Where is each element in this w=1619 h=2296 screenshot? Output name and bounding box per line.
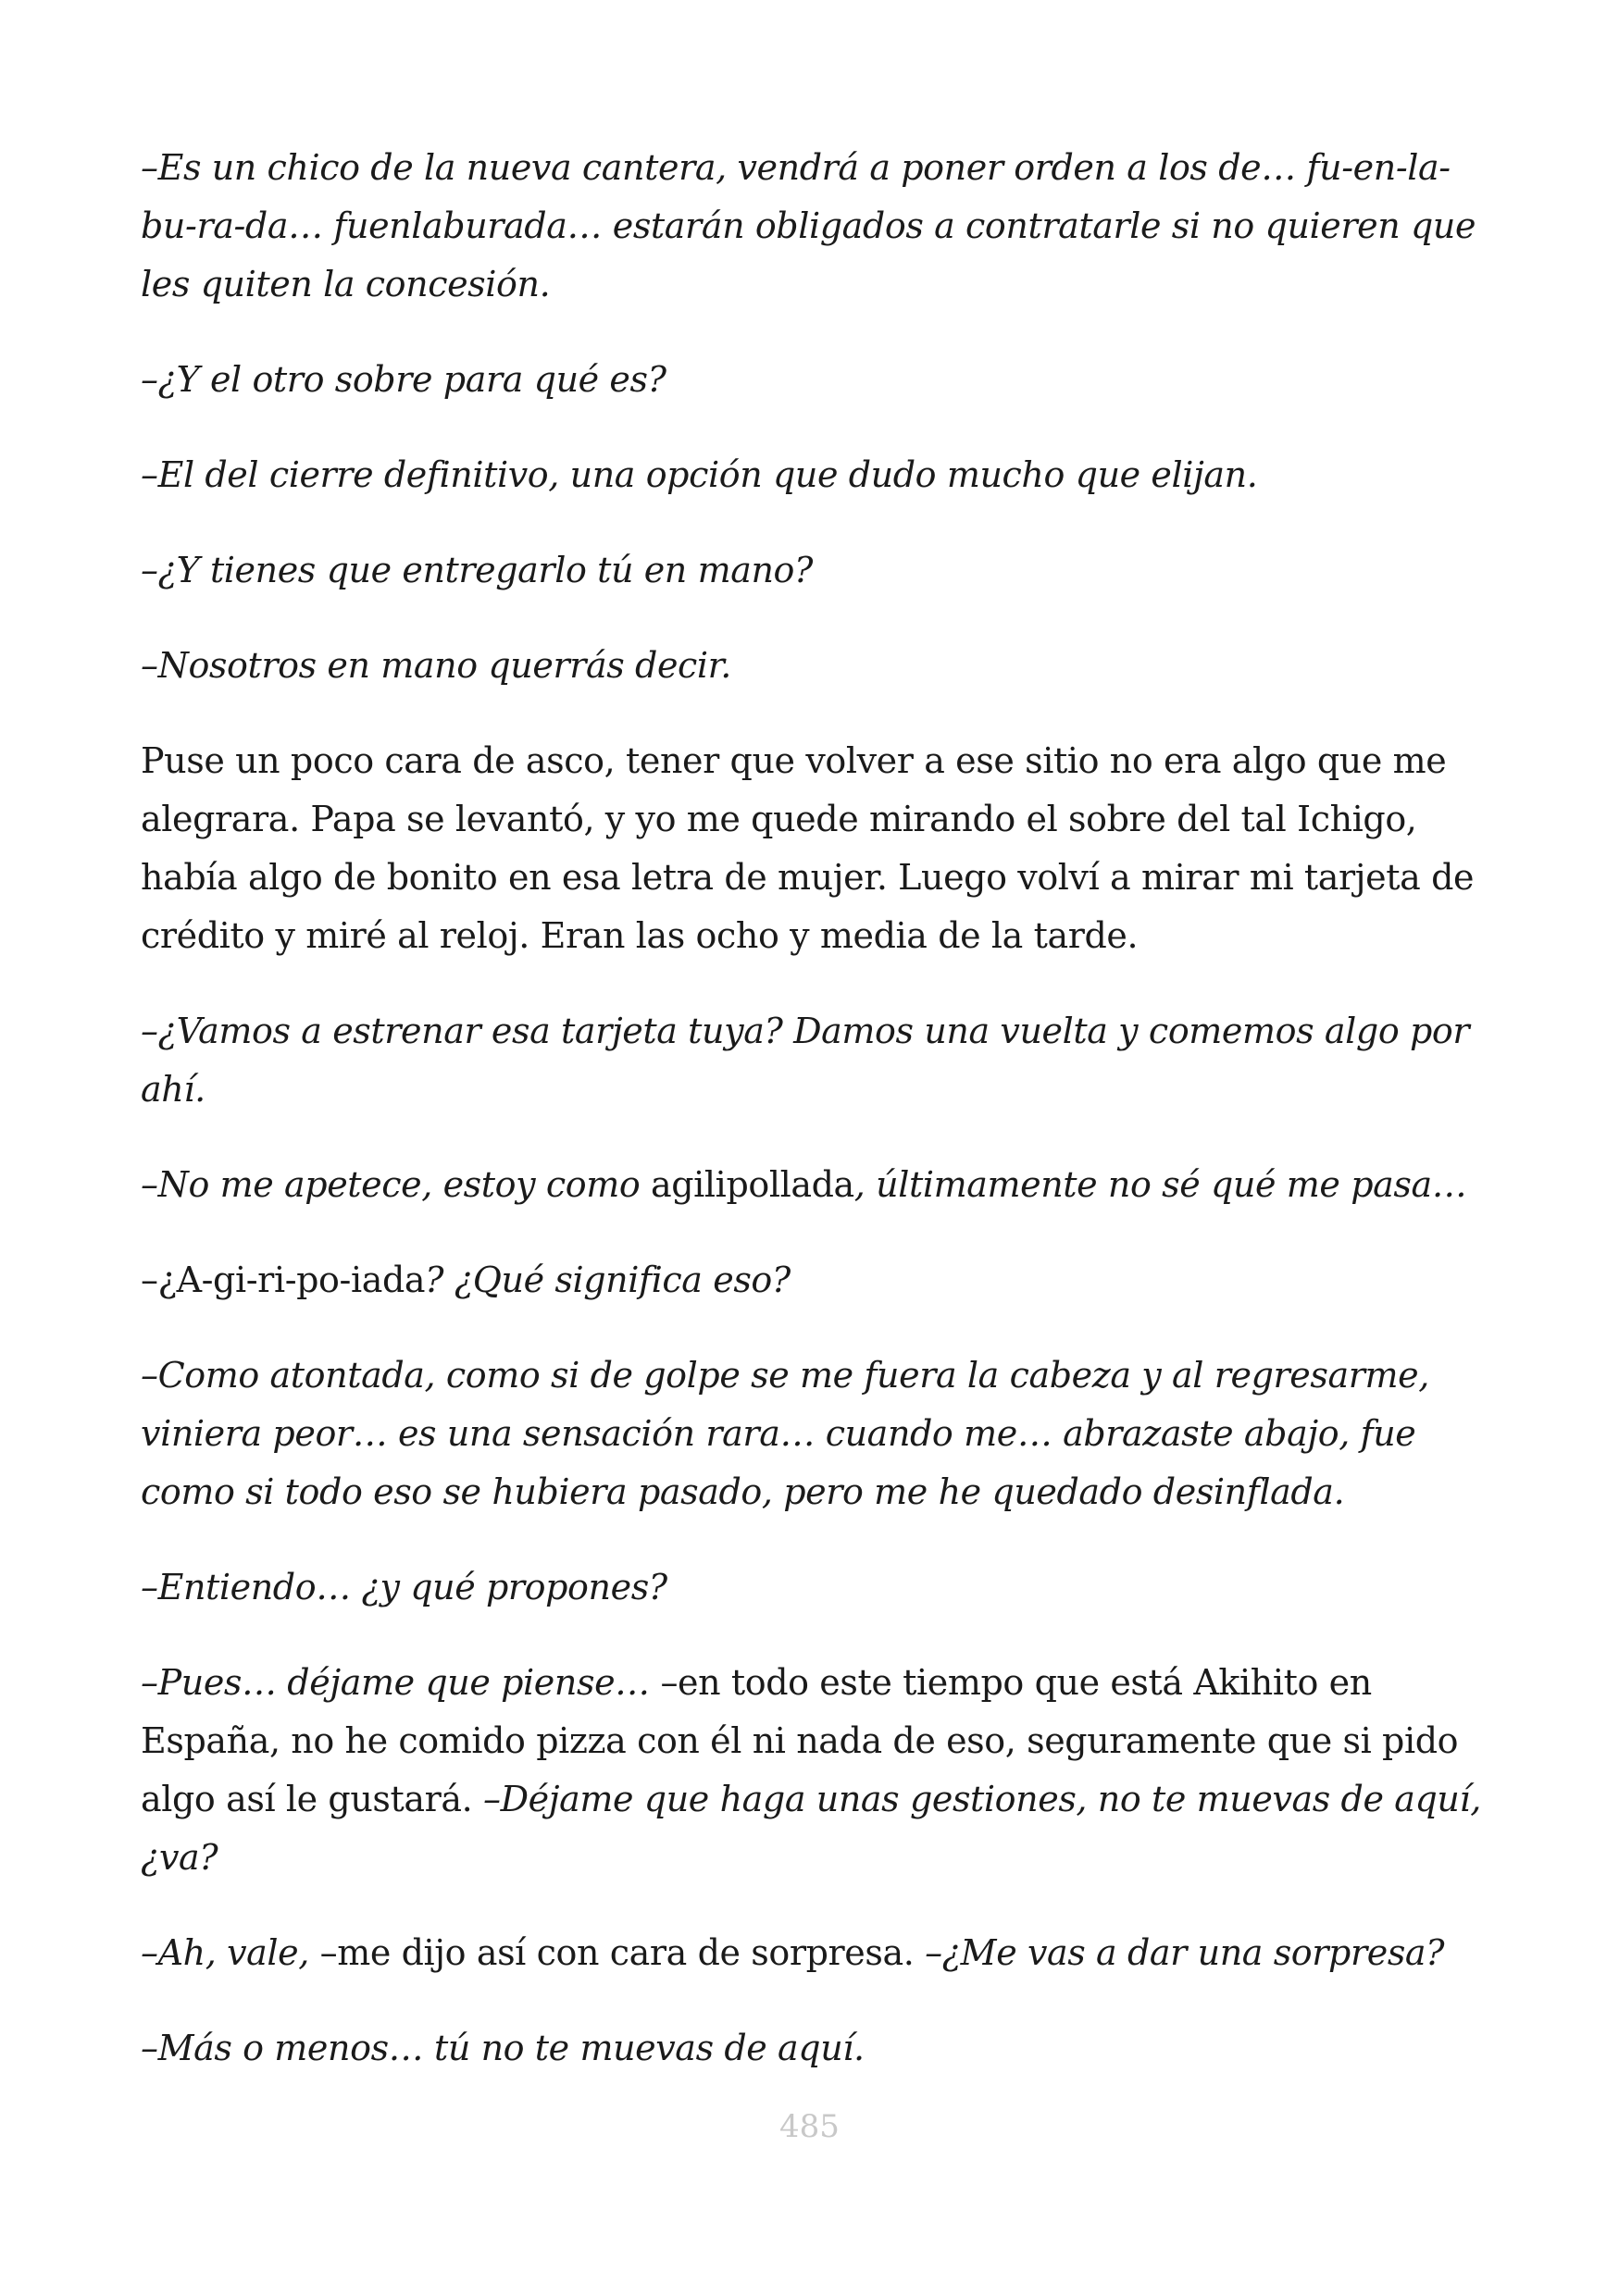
paragraph-9 [141, 1251, 1492, 1309]
text-run: –¿Me vas a dar una sorpresa? [925, 1932, 1445, 1973]
text-run: Puse un poco cara de asco, tener que volver a ese sitio no era algo que me alegrara. Papa se levantó, y yo me quede mirando el sobre del tal Ichigo, había algo de bonito en esa letra de mujer. Luego volví a mirar mi tarjeta de crédito y miré al reloj. Eran las ocho y media de la tarde. [141, 740, 1475, 956]
text-run: ? ¿Qué significa eso? [425, 1260, 791, 1300]
text-run: –en todo este tiempo que está Akihito en España, no he comido pizza con él ni nada de eso, seguramente que si pido algo así le gustará. [141, 1662, 1459, 1819]
paragraph-10 [141, 1347, 1492, 1521]
text-run: –Más o menos… tú no te muevas de aquí. [141, 2028, 865, 2068]
text-run: –Nosotros en mano querrás decir. [141, 645, 731, 686]
paragraph-11 [141, 1558, 1492, 1617]
text-run: –¿A-gi-ri-po-iada [141, 1260, 426, 1300]
text-run: –me dijo así con cara de sorpresa. [319, 1932, 926, 1973]
paragraph-13 [141, 1924, 1492, 1982]
paragraph-7 [141, 1002, 1492, 1119]
paragraph-3 [141, 446, 1492, 504]
text-run: –¿Y el otro sobre para qué es? [141, 359, 666, 400]
text-run: –Entiendo… ¿y qué propones? [141, 1567, 667, 1607]
paragraph-4 [141, 541, 1492, 600]
text-run: –Déjame que haga unas gestiones, no te muevas de aquí, ¿va? [141, 1779, 1481, 1878]
page-body [141, 139, 1492, 2078]
text-run: –Ah, vale, [141, 1932, 320, 1973]
text-run: , últimamente no sé qué me pasa… [853, 1164, 1467, 1205]
text-run: –No me apetece, estoy como [141, 1164, 651, 1205]
paragraph-12 [141, 1654, 1492, 1887]
paragraph-1 [141, 139, 1492, 314]
paragraph-14 [141, 2019, 1492, 2078]
page-number: 485 [779, 2108, 840, 2145]
text-run: –Como atontada, como si de golpe se me fuera la cabeza y al regresarme, viniera peor… es una sensación rara… cuando me… abrazaste abajo, fue como si todo eso se hubiera pasado, pero me he quedado desinflada. [141, 1355, 1429, 1512]
text-run: –¿Vamos a estrenar esa tarjeta tuya? Damos una vuelta y comemos algo por ahí. [141, 1011, 1470, 1110]
text-run: –El del cierre definitivo, una opción que dudo mucho que elijan. [141, 454, 1258, 495]
text-run: –Pues… déjame que piense… [141, 1662, 661, 1703]
text-run: –¿Y tienes que entregarlo tú en mano? [141, 550, 813, 590]
text-run: –Es un chico de la nueva cantera, vendrá a poner orden a los de… fu-en-la-bu-ra-da… fuenlaburada… estarán obligados a contratarle si no quieren que les quiten la concesión. [141, 147, 1476, 304]
text-run: agilipollada [651, 1164, 854, 1205]
paragraph-8 [141, 1156, 1492, 1214]
paragraph-6 [141, 732, 1492, 965]
paragraph-2 [141, 351, 1492, 409]
paragraph-5 [141, 637, 1492, 695]
